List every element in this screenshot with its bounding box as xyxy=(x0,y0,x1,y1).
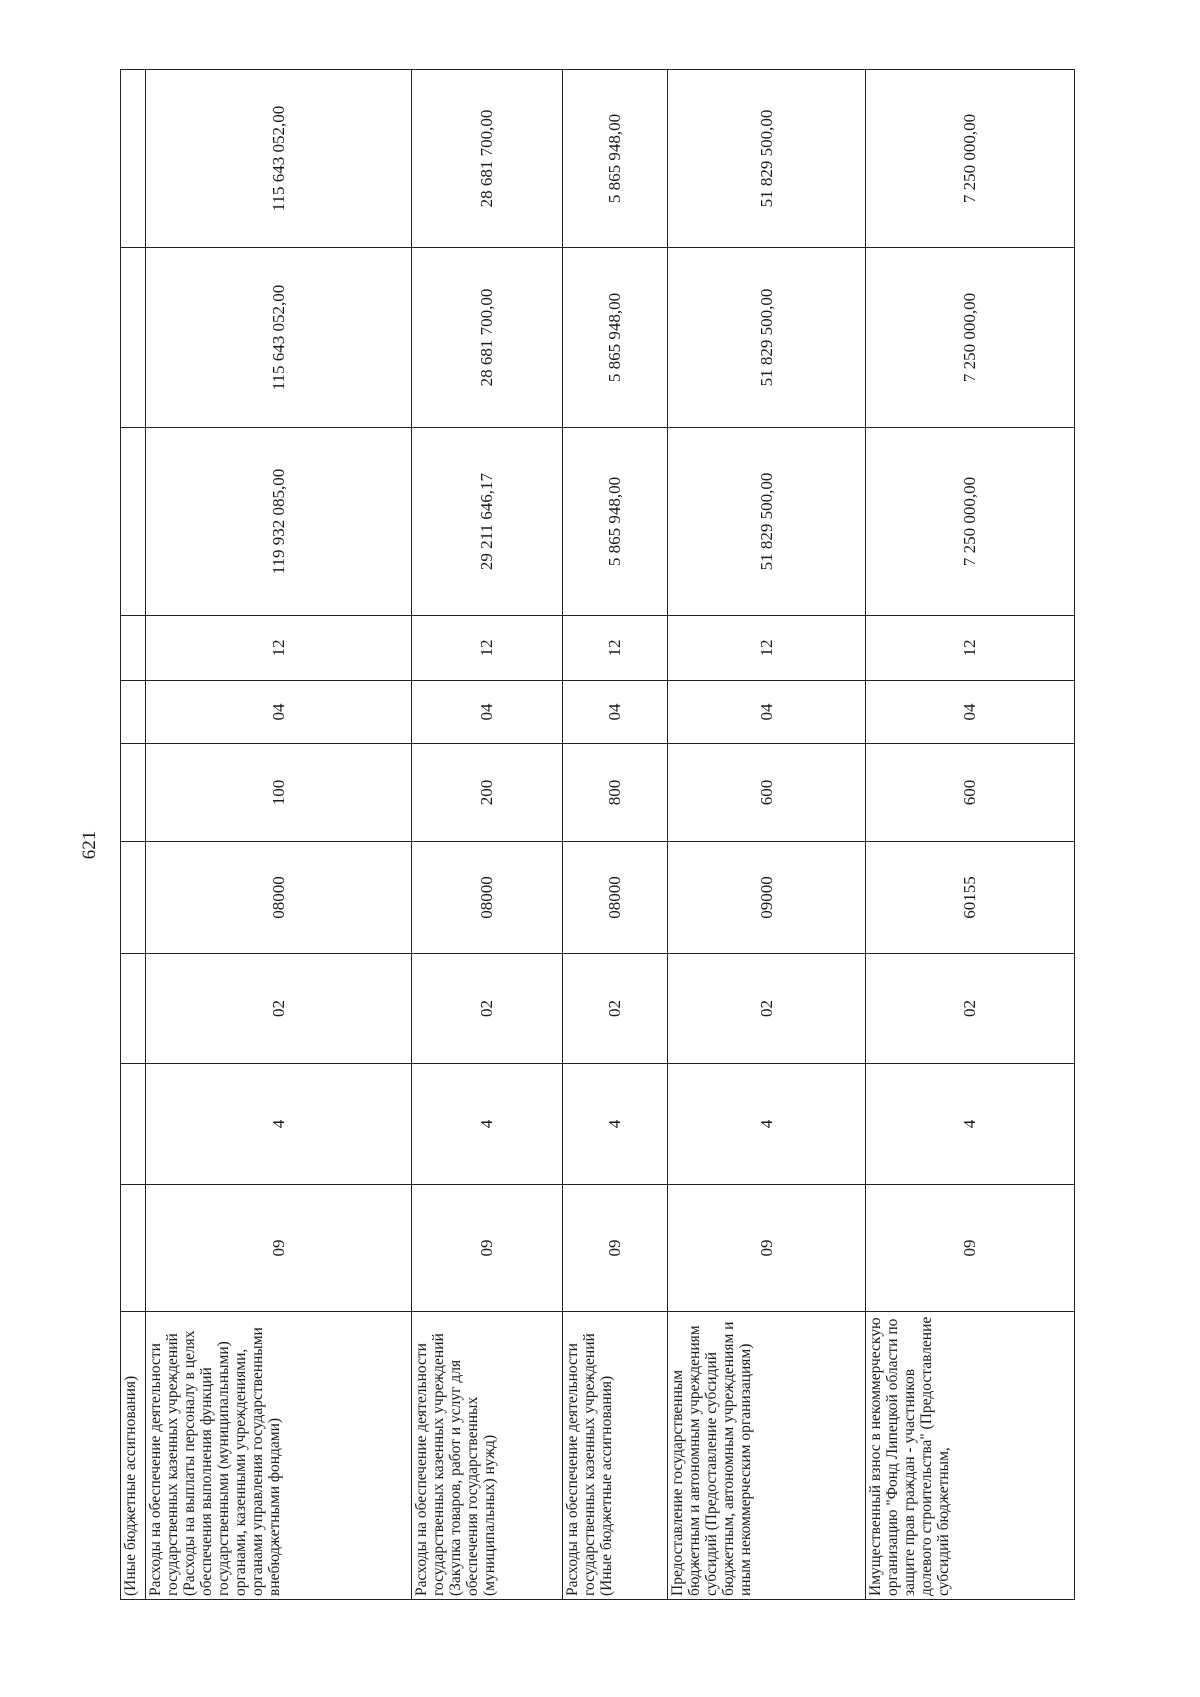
table-row xyxy=(146,70,412,1600)
cell-c9: 7 250 000,00 xyxy=(866,248,1075,428)
cell-c8: 51 829 500,00 xyxy=(668,428,866,616)
cell-c5 xyxy=(121,744,146,842)
row-description: Предоставление государственным бюджетным и автономным учреждениям субсидий (Предоставление субсидий бюджетным, автономным учреждениям и иным некоммерческим организациям) xyxy=(668,1312,866,1600)
cell-c8 xyxy=(121,428,146,616)
cell-c1 xyxy=(121,1185,146,1312)
table-row xyxy=(412,70,563,1600)
cell-c5: 200 xyxy=(412,744,563,842)
cell-c8: 29 211 646,17 xyxy=(412,428,563,616)
cell-c1: 09 xyxy=(866,1185,1075,1312)
cell-c1: 09 xyxy=(146,1185,412,1312)
cell-c7: 12 xyxy=(563,616,668,681)
cell-c6: 04 xyxy=(146,681,412,744)
cell-c3: 02 xyxy=(668,954,866,1064)
cell-c1: 09 xyxy=(668,1185,866,1312)
cell-c5: 600 xyxy=(866,744,1075,842)
table-row xyxy=(121,70,146,1600)
cell-c4: 08000 xyxy=(146,842,412,954)
cell-c7: 12 xyxy=(412,616,563,681)
page-number: 621 xyxy=(79,830,100,860)
cell-c6: 04 xyxy=(866,681,1075,744)
cell-c5: 800 xyxy=(563,744,668,842)
cell-c9: 51 829 500,00 xyxy=(668,248,866,428)
cell-c10: 28 681 700,00 xyxy=(412,70,563,248)
cell-c2: 4 xyxy=(412,1064,563,1185)
cell-c6: 04 xyxy=(412,681,563,744)
cell-c10: 5 865 948,00 xyxy=(563,70,668,248)
cell-c1: 09 xyxy=(412,1185,563,1312)
budget-table xyxy=(120,69,1075,1600)
cell-c5: 600 xyxy=(668,744,866,842)
cell-c9 xyxy=(121,248,146,428)
cell-c5: 100 xyxy=(146,744,412,842)
cell-c4: 60155 xyxy=(866,842,1075,954)
cell-c3: 02 xyxy=(412,954,563,1064)
cell-c9: 5 865 948,00 xyxy=(563,248,668,428)
cell-c6 xyxy=(121,681,146,744)
cell-c9: 28 681 700,00 xyxy=(412,248,563,428)
cell-c8: 5 865 948,00 xyxy=(563,428,668,616)
cell-c6: 04 xyxy=(563,681,668,744)
cell-c4: 08000 xyxy=(563,842,668,954)
cell-c10: 51 829 500,00 xyxy=(668,70,866,248)
cell-c7 xyxy=(121,616,146,681)
cell-c10 xyxy=(121,70,146,248)
cell-c3: 02 xyxy=(563,954,668,1064)
cell-c2 xyxy=(121,1064,146,1185)
cell-c7: 12 xyxy=(668,616,866,681)
cell-c10: 7 250 000,00 xyxy=(866,70,1075,248)
row-description: Имущественный взнос в некоммерческую организацию "Фонд Липецкой области по защите прав граждан - участников долевого строительства" (Предоставление субсидий бюджетным, xyxy=(866,1312,1075,1600)
cell-c4: 09000 xyxy=(668,842,866,954)
cell-c2: 4 xyxy=(866,1064,1075,1185)
table-row xyxy=(866,70,1075,1600)
cell-c8: 119 932 085,00 xyxy=(146,428,412,616)
cell-c10: 115 643 052,00 xyxy=(146,70,412,248)
cell-c6: 04 xyxy=(668,681,866,744)
cell-c4 xyxy=(121,842,146,954)
cell-c2: 4 xyxy=(563,1064,668,1185)
row-description: Расходы на обеспечение деятельности государственных казенных учреждений (Расходы на выплаты персоналу в целях обеспечения выполнения функций государственными (муниципальными) органами, казенными учреждениями, органами управления государственными внебюджетными фондами) xyxy=(146,1312,412,1600)
cell-c7: 12 xyxy=(146,616,412,681)
cell-c1: 09 xyxy=(563,1185,668,1312)
cell-c2: 4 xyxy=(146,1064,412,1185)
cell-c4: 08000 xyxy=(412,842,563,954)
row-description: Расходы на обеспечение деятельности государственных казенных учреждений (Закупка товаров, работ и услуг для обеспечения государственных (муниципальных) нужд) xyxy=(412,1312,563,1600)
cell-c2: 4 xyxy=(668,1064,866,1185)
table-row xyxy=(563,70,668,1600)
budget-table-container xyxy=(120,70,1070,1600)
row-description: (Иные бюджетные ассигнования) xyxy=(121,1312,146,1600)
cell-c3: 02 xyxy=(866,954,1075,1064)
cell-c8: 7 250 000,00 xyxy=(866,428,1075,616)
row-description: Расходы на обеспечение деятельности государственных казенных учреждений (Иные бюджетные ассигнования) xyxy=(563,1312,668,1600)
cell-c3: 02 xyxy=(146,954,412,1064)
table-row xyxy=(668,70,866,1600)
cell-c7: 12 xyxy=(866,616,1075,681)
cell-c9: 115 643 052,00 xyxy=(146,248,412,428)
cell-c3 xyxy=(121,954,146,1064)
